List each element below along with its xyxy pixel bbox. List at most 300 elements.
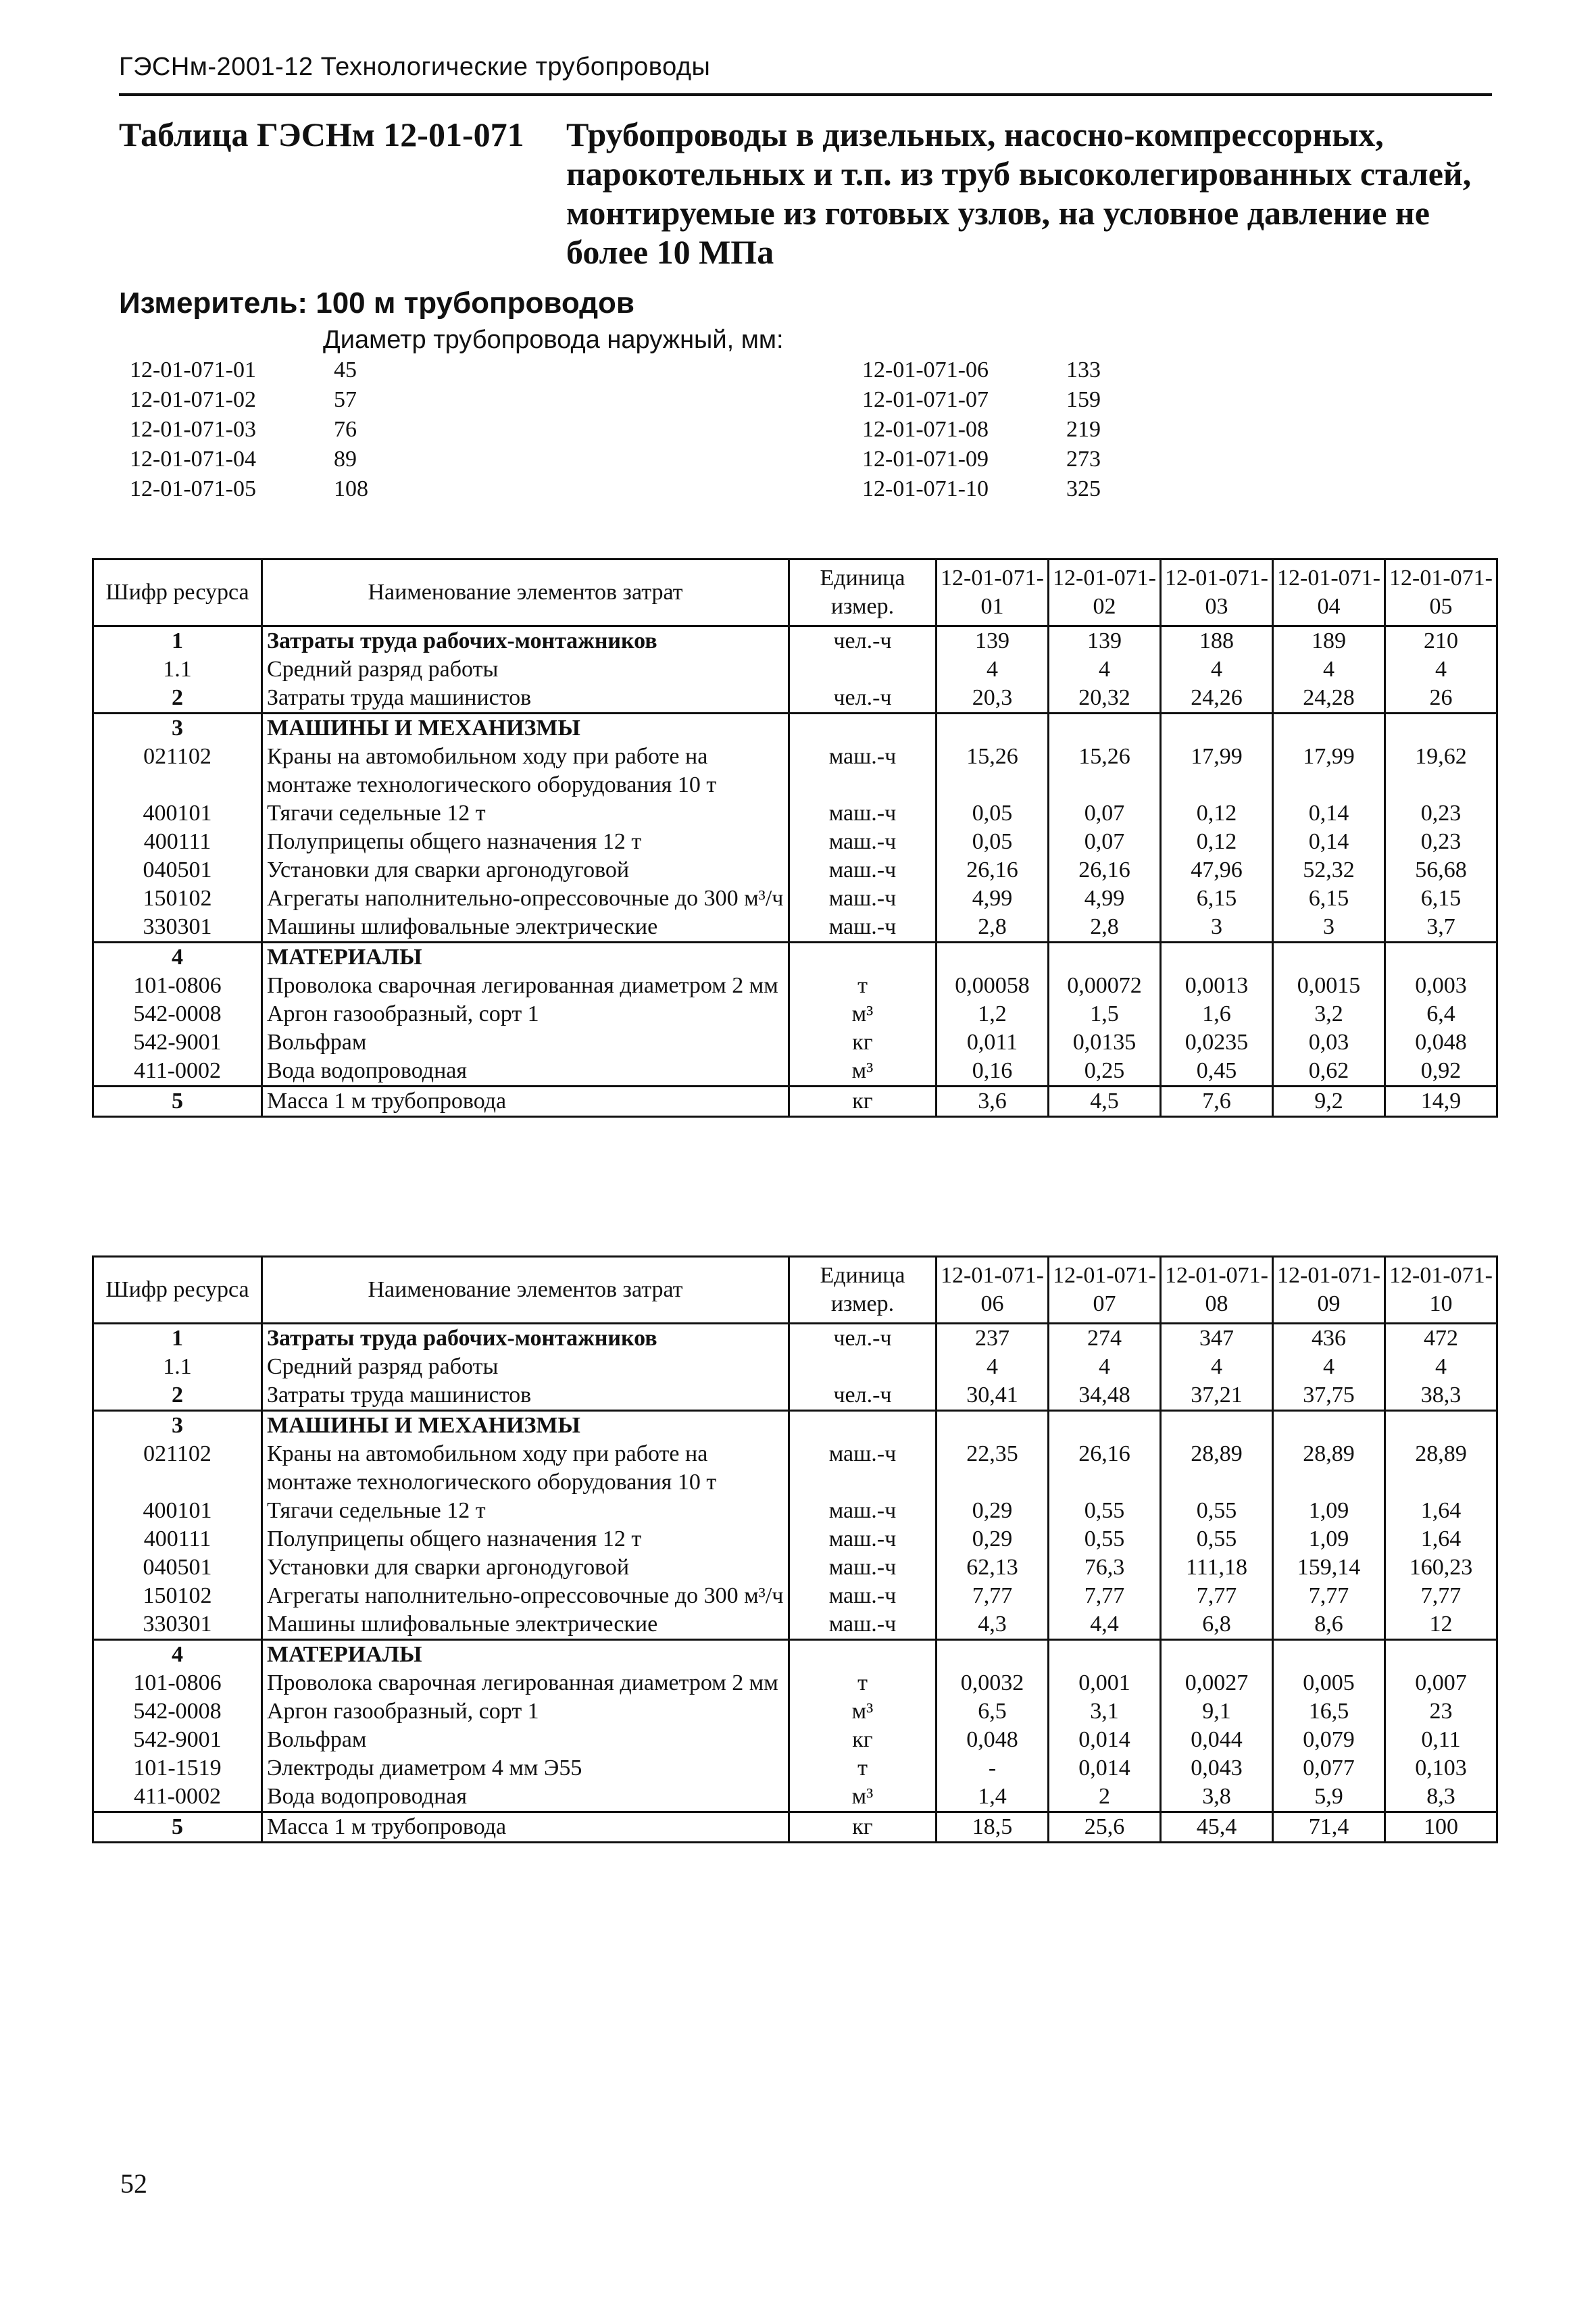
norm-value: 139 [1049, 626, 1161, 656]
unit-of-measure-cell: маш.-ч [789, 1610, 937, 1640]
table-row [93, 1553, 1497, 1582]
header-norm-code: 12-01-071-02 [1049, 559, 1161, 626]
norm-value: 3,1 [1049, 1697, 1161, 1726]
unit-of-measure-cell: т [789, 972, 937, 1000]
norm-value: 28,89 [1161, 1440, 1273, 1497]
norm-value: 28,89 [1273, 1440, 1385, 1497]
cost-element-name: Проволока сварочная легированная диаметром 2 мм [262, 1669, 789, 1697]
norm-value: 19,62 [1385, 743, 1497, 799]
unit-of-measure-cell: чел.-ч [789, 1324, 937, 1353]
norm-value: 26,16 [1049, 856, 1161, 885]
norm-value: 17,99 [1273, 743, 1385, 799]
header-norm-code: 12-01-071-06 [937, 1257, 1049, 1324]
norm-value: 188 [1161, 626, 1273, 656]
header-code: Шифр ресурса [93, 1257, 262, 1324]
diameter-row [862, 474, 1161, 504]
norm-value: 0,45 [1161, 1057, 1273, 1087]
resource-code: 330301 [93, 1610, 262, 1640]
norm-value: 17,99 [1161, 743, 1273, 799]
norm-value: 28,89 [1385, 1440, 1497, 1497]
resource-code: 101-1519 [93, 1754, 262, 1783]
norm-value: 0,14 [1273, 799, 1385, 828]
norm-value: 26 [1385, 684, 1497, 714]
table-row [93, 1353, 1497, 1381]
norm-value: 0,92 [1385, 1057, 1497, 1087]
header-name: Наименование элементов затрат [262, 1257, 789, 1324]
unit-of-measure-cell [789, 1353, 937, 1381]
unit-of-measure-cell: маш.-ч [789, 799, 937, 828]
header-unit: Единица измер. [789, 559, 937, 626]
norm-value: 3,2 [1273, 1000, 1385, 1028]
cost-element-name: Краны на автомобильном ходу при работе на монтаже технологического оборудования 10 т [262, 1440, 789, 1497]
header-norm-code: 12-01-071-01 [937, 559, 1049, 626]
norm-value: 45,4 [1161, 1812, 1273, 1843]
unit-of-measure-cell: маш.-ч [789, 828, 937, 856]
cost-element-name: Масса 1 м трубопровода [262, 1087, 789, 1117]
unit-of-measure-cell: т [789, 1669, 937, 1697]
table-header-row [93, 1257, 1497, 1324]
table-row [93, 1381, 1497, 1411]
resource-code: 3 [93, 1411, 262, 1441]
cost-element-name: Затраты труда машинистов [262, 1381, 789, 1411]
norm-value: 0,014 [1049, 1726, 1161, 1754]
table-row [93, 1669, 1497, 1697]
norm-value: 7,77 [1049, 1582, 1161, 1610]
norm-value: 52,32 [1273, 856, 1385, 885]
norm-value: 0,23 [1385, 799, 1497, 828]
diameter-code: 12-01-071-08 [862, 417, 989, 442]
unit-of-measure-cell: маш.-ч [789, 1440, 937, 1497]
norm-value: 2,8 [1049, 913, 1161, 943]
norm-value: 3,8 [1161, 1783, 1273, 1812]
norm-value [1161, 1411, 1273, 1441]
unit-of-measure-cell: кг [789, 1028, 937, 1057]
resource-code: 3 [93, 714, 262, 743]
norm-value: 0,05 [937, 828, 1049, 856]
diameter-code: 12-01-071-05 [130, 476, 256, 501]
diameter-code: 12-01-071-07 [862, 387, 989, 412]
cost-element-name: Аргон газообразный, сорт 1 [262, 1697, 789, 1726]
unit-of-measure-cell [789, 1640, 937, 1670]
unit-of-measure-cell: маш.-ч [789, 856, 937, 885]
norm-value [1161, 714, 1273, 743]
norm-value: 0,0235 [1161, 1028, 1273, 1057]
resource-code: 101-0806 [93, 972, 262, 1000]
norm-value [1273, 1640, 1385, 1670]
diameter-value: 133 [1066, 357, 1101, 382]
unit-of-measure-cell: маш.-ч [789, 913, 937, 943]
unit-of-measure-cell: кг [789, 1087, 937, 1117]
cost-element-name: МАШИНЫ И МЕХАНИЗМЫ [262, 714, 789, 743]
norms-table-2 [92, 1255, 1498, 1843]
norm-value: 4 [1049, 1353, 1161, 1381]
diameter-row [862, 415, 1161, 445]
norm-value: 139 [937, 626, 1049, 656]
norm-value: 0,103 [1385, 1754, 1497, 1783]
header-norm-code: 12-01-071-08 [1161, 1257, 1273, 1324]
norm-value: 4 [1385, 1353, 1497, 1381]
unit-of-measure-cell: кг [789, 1726, 937, 1754]
unit-of-measure-cell: маш.-ч [789, 1582, 937, 1610]
table-row [93, 1440, 1497, 1497]
norm-value: 15,26 [937, 743, 1049, 799]
table-header-row [93, 559, 1497, 626]
table-row [93, 1525, 1497, 1553]
norm-value: 3,6 [937, 1087, 1049, 1117]
table-row [93, 885, 1497, 913]
diameter-list-right [862, 355, 1161, 504]
cost-element-name: Агрегаты наполнительно-опрессовочные до 300 м³/ч [262, 1582, 789, 1610]
unit-of-measure-cell: чел.-ч [789, 684, 937, 714]
resource-code: 040501 [93, 1553, 262, 1582]
norms-table-1 [92, 558, 1498, 1118]
cost-element-name: Вольфрам [262, 1028, 789, 1057]
norm-value: 159,14 [1273, 1553, 1385, 1582]
norm-value: 14,9 [1385, 1087, 1497, 1117]
norm-value [1161, 943, 1273, 972]
cost-element-name: Установки для сварки аргонодуговой [262, 856, 789, 885]
norm-value: 0,55 [1049, 1497, 1161, 1525]
resource-code: 021102 [93, 743, 262, 799]
diameter-row [130, 415, 428, 445]
resource-code: 330301 [93, 913, 262, 943]
norm-value: 6,15 [1161, 885, 1273, 913]
cost-element-name: МАТЕРИАЛЫ [262, 1640, 789, 1670]
unit-of-measure-cell: маш.-ч [789, 1497, 937, 1525]
table-row [93, 799, 1497, 828]
norm-value: 4,4 [1049, 1610, 1161, 1640]
norm-value: 0,0135 [1049, 1028, 1161, 1057]
table-row [93, 1783, 1497, 1812]
table-row [93, 1610, 1497, 1640]
unit-of-measure-cell: м³ [789, 1000, 937, 1028]
cost-element-name: Вода водопроводная [262, 1057, 789, 1087]
norm-value: 7,77 [1385, 1582, 1497, 1610]
diameter-value: 57 [334, 387, 357, 412]
norm-value [1385, 714, 1497, 743]
diameter-value: 89 [334, 447, 357, 472]
table-row [93, 1697, 1497, 1726]
norm-value: 0,00058 [937, 972, 1049, 1000]
table-row [93, 1000, 1497, 1028]
table-row [93, 684, 1497, 714]
table-row [93, 1087, 1497, 1117]
table-label: Таблица ГЭСНм 12-01-071 [119, 116, 524, 153]
norm-value: 210 [1385, 626, 1497, 656]
norm-value: 1,6 [1161, 1000, 1273, 1028]
norm-value: 0,11 [1385, 1726, 1497, 1754]
diameter-row [862, 445, 1161, 474]
norm-value: 0,55 [1161, 1497, 1273, 1525]
norm-value: 4 [1049, 655, 1161, 684]
norm-value: 3 [1273, 913, 1385, 943]
table-row [93, 626, 1497, 656]
header-unit: Единица измер. [789, 1257, 937, 1324]
norm-value: 9,1 [1161, 1697, 1273, 1726]
diameter-row [862, 385, 1161, 415]
resource-code: 101-0806 [93, 1669, 262, 1697]
diameter-code: 12-01-071-02 [130, 387, 256, 412]
table-row [93, 1812, 1497, 1843]
resource-code: 400111 [93, 828, 262, 856]
norm-value: 4,5 [1049, 1087, 1161, 1117]
table-row [93, 1324, 1497, 1353]
norm-value: 0,003 [1385, 972, 1497, 1000]
header-norm-code: 12-01-071-07 [1049, 1257, 1161, 1324]
diameter-list-left [130, 355, 428, 504]
resource-code: 400101 [93, 1497, 262, 1525]
header-norm-code: 12-01-071-05 [1385, 559, 1497, 626]
unit-of-measure-cell [789, 1411, 937, 1441]
norm-value [937, 1640, 1049, 1670]
norm-value: 0,55 [1049, 1525, 1161, 1553]
header-name: Наименование элементов затрат [262, 559, 789, 626]
resource-code: 542-9001 [93, 1028, 262, 1057]
cost-element-name: Машины шлифовальные электрические [262, 1610, 789, 1640]
norm-value: 3,7 [1385, 913, 1497, 943]
norm-value: 0,0013 [1161, 972, 1273, 1000]
resource-code: 4 [93, 943, 262, 972]
resource-code: 1.1 [93, 655, 262, 684]
unit-of-measure-cell: м³ [789, 1057, 937, 1087]
norm-value [1049, 1411, 1161, 1441]
norm-value: 0,079 [1273, 1726, 1385, 1754]
norm-value: 23 [1385, 1697, 1497, 1726]
norm-value: 24,28 [1273, 684, 1385, 714]
diameter-code: 12-01-071-10 [862, 476, 989, 501]
norm-value: 12 [1385, 1610, 1497, 1640]
unit-of-measure-cell: м³ [789, 1783, 937, 1812]
cost-element-name: Масса 1 м трубопровода [262, 1812, 789, 1843]
cost-element-name: Полуприцепы общего назначения 12 т [262, 1525, 789, 1553]
norm-value: 26,16 [1049, 1440, 1161, 1497]
norm-value: 0,14 [1273, 828, 1385, 856]
table-row [93, 1057, 1497, 1087]
norm-value: 0,005 [1273, 1669, 1385, 1697]
unit-of-measure-cell: маш.-ч [789, 1525, 937, 1553]
norm-value: 0,07 [1049, 828, 1161, 856]
header-norm-code: 12-01-071-04 [1273, 559, 1385, 626]
norm-value: 4,3 [937, 1610, 1049, 1640]
norm-value [1385, 1411, 1497, 1441]
norm-value: 0,014 [1049, 1754, 1161, 1783]
norm-value: 0,29 [937, 1525, 1049, 1553]
table-row [93, 828, 1497, 856]
norm-value: 15,26 [1049, 743, 1161, 799]
norm-value: 1,09 [1273, 1525, 1385, 1553]
norm-value [1049, 714, 1161, 743]
resource-code: 1.1 [93, 1353, 262, 1381]
unit-of-measure-cell [789, 943, 937, 972]
diameter-value: 325 [1066, 476, 1101, 501]
norm-value: 0,03 [1273, 1028, 1385, 1057]
norm-value: 4 [1385, 655, 1497, 684]
norm-value: 1,4 [937, 1783, 1049, 1812]
cost-element-name: Вольфрам [262, 1726, 789, 1754]
diameter-label: Диаметр трубопровода наружный, мм: [323, 326, 784, 354]
table-row [93, 972, 1497, 1000]
norm-value: 4 [1273, 1353, 1385, 1381]
norm-value: 160,23 [1385, 1553, 1497, 1582]
norm-value: 274 [1049, 1324, 1161, 1353]
norm-value: 0,0032 [937, 1669, 1049, 1697]
resource-code: 542-0008 [93, 1697, 262, 1726]
norm-value [1273, 943, 1385, 972]
unit-of-measure-cell [789, 655, 937, 684]
norm-value: 1,09 [1273, 1497, 1385, 1525]
cost-element-name: Установки для сварки аргонодуговой [262, 1553, 789, 1582]
norm-value [1161, 1640, 1273, 1670]
resource-code: 411-0002 [93, 1783, 262, 1812]
cost-element-name: Затраты труда рабочих-монтажников [262, 1324, 789, 1353]
diameter-code: 12-01-071-01 [130, 357, 256, 382]
norm-value: 0,55 [1161, 1525, 1273, 1553]
norm-value: 2 [1049, 1783, 1161, 1812]
cost-element-name: Тягачи седельные 12 т [262, 799, 789, 828]
cost-element-name: Машины шлифовальные электрические [262, 913, 789, 943]
cost-element-name: Затраты труда рабочих-монтажников [262, 626, 789, 656]
norm-value: 6,15 [1385, 885, 1497, 913]
norm-value: 7,6 [1161, 1087, 1273, 1117]
cost-element-name: Аргон газообразный, сорт 1 [262, 1000, 789, 1028]
resource-code: 1 [93, 626, 262, 656]
resource-code: 400101 [93, 799, 262, 828]
unit-of-measure-cell: кг [789, 1812, 937, 1843]
norm-value: 6,15 [1273, 885, 1385, 913]
norm-value: 7,77 [1273, 1582, 1385, 1610]
cost-element-name: Средний разряд работы [262, 1353, 789, 1381]
norm-value: 4 [937, 1353, 1049, 1381]
norm-value: 0,0015 [1273, 972, 1385, 1000]
diameter-value: 45 [334, 357, 357, 382]
table-row [93, 1411, 1497, 1441]
norm-value: 0,001 [1049, 1669, 1161, 1697]
resource-code: 4 [93, 1640, 262, 1670]
table-row [93, 1754, 1497, 1783]
norm-value: 1,64 [1385, 1525, 1497, 1553]
diameter-code: 12-01-071-09 [862, 447, 989, 472]
table-row [93, 1582, 1497, 1610]
resource-code: 400111 [93, 1525, 262, 1553]
norm-value: 6,8 [1161, 1610, 1273, 1640]
norm-value: 111,18 [1161, 1553, 1273, 1582]
norm-value: 1,64 [1385, 1497, 1497, 1525]
norm-value: 4 [1161, 1353, 1273, 1381]
norm-value [937, 714, 1049, 743]
resource-code: 150102 [93, 1582, 262, 1610]
cost-element-name: Средний разряд работы [262, 655, 789, 684]
norm-value: 0,044 [1161, 1726, 1273, 1754]
norm-value: 8,6 [1273, 1610, 1385, 1640]
norm-value: 0,048 [1385, 1028, 1497, 1057]
norm-value: 20,3 [937, 684, 1049, 714]
norm-value: 0,007 [1385, 1669, 1497, 1697]
unit-of-measure-cell: чел.-ч [789, 1381, 937, 1411]
cost-element-name: Тягачи седельные 12 т [262, 1497, 789, 1525]
norm-value: 347 [1161, 1324, 1273, 1353]
diameter-code: 12-01-071-06 [862, 357, 989, 382]
norm-value: 237 [937, 1324, 1049, 1353]
norm-value: 2,8 [937, 913, 1049, 943]
diameter-value: 159 [1066, 387, 1101, 412]
norm-value: 30,41 [937, 1381, 1049, 1411]
norm-value: 16,5 [1273, 1697, 1385, 1726]
norm-value: 47,96 [1161, 856, 1273, 885]
resource-code: 5 [93, 1812, 262, 1843]
norm-value: 6,5 [937, 1697, 1049, 1726]
norm-value: 9,2 [1273, 1087, 1385, 1117]
table-row [93, 1028, 1497, 1057]
norm-value: 436 [1273, 1324, 1385, 1353]
cost-element-name: Проволока сварочная легированная диаметром 2 мм [262, 972, 789, 1000]
norm-value: 0,62 [1273, 1057, 1385, 1087]
unit-of-measure-cell: т [789, 1754, 937, 1783]
norm-value: 0,048 [937, 1726, 1049, 1754]
norm-value: 5,9 [1273, 1783, 1385, 1812]
norm-value [1049, 943, 1161, 972]
header-norm-code: 12-01-071-09 [1273, 1257, 1385, 1324]
table-row [93, 1726, 1497, 1754]
unit-of-measure-cell: м³ [789, 1697, 937, 1726]
cost-element-name: Агрегаты наполнительно-опрессовочные до 300 м³/ч [262, 885, 789, 913]
diameter-value: 108 [334, 476, 368, 501]
resource-code: 150102 [93, 885, 262, 913]
page-number: 52 [120, 2168, 147, 2199]
diameter-row [130, 385, 428, 415]
norm-value: 4,99 [937, 885, 1049, 913]
norm-value: 71,4 [1273, 1812, 1385, 1843]
norm-value: 7,77 [937, 1582, 1049, 1610]
norm-value: 3 [1161, 913, 1273, 943]
norm-value: 62,13 [937, 1553, 1049, 1582]
resource-code: 542-0008 [93, 1000, 262, 1028]
norm-value: 37,75 [1273, 1381, 1385, 1411]
norm-value [937, 943, 1049, 972]
norm-value: 0,29 [937, 1497, 1049, 1525]
diameter-code: 12-01-071-04 [130, 447, 256, 472]
norm-value: 0,16 [937, 1057, 1049, 1087]
norm-value: 189 [1273, 626, 1385, 656]
norm-value: 7,77 [1161, 1582, 1273, 1610]
cost-element-name: Полуприцепы общего назначения 12 т [262, 828, 789, 856]
norm-value: 22,35 [937, 1440, 1049, 1497]
norm-value [1385, 943, 1497, 972]
unit-of-measure-cell: чел.-ч [789, 626, 937, 656]
norm-value: 38,3 [1385, 1381, 1497, 1411]
running-header: ГЭСНм-2001-12 Технологические трубопроводы [119, 53, 711, 81]
norm-value: 0,00072 [1049, 972, 1161, 1000]
diameter-value: 219 [1066, 417, 1101, 442]
norm-value: 8,3 [1385, 1783, 1497, 1812]
table-row [93, 1497, 1497, 1525]
norm-value [937, 1411, 1049, 1441]
unit-of-measure-cell: маш.-ч [789, 1553, 937, 1582]
norm-value: 26,16 [937, 856, 1049, 885]
table-row [93, 714, 1497, 743]
norm-value: 4 [937, 655, 1049, 684]
resource-code: 1 [93, 1324, 262, 1353]
norm-value: 4 [1273, 655, 1385, 684]
norm-value: 4,99 [1049, 885, 1161, 913]
norm-value: 76,3 [1049, 1553, 1161, 1582]
norm-value: 0,043 [1161, 1754, 1273, 1783]
norm-value [1385, 1640, 1497, 1670]
cost-element-name: Затраты труда машинистов [262, 684, 789, 714]
norm-value: 0,23 [1385, 828, 1497, 856]
norm-value: 0,12 [1161, 799, 1273, 828]
header-norm-code: 12-01-071-03 [1161, 559, 1273, 626]
norm-value: 34,48 [1049, 1381, 1161, 1411]
